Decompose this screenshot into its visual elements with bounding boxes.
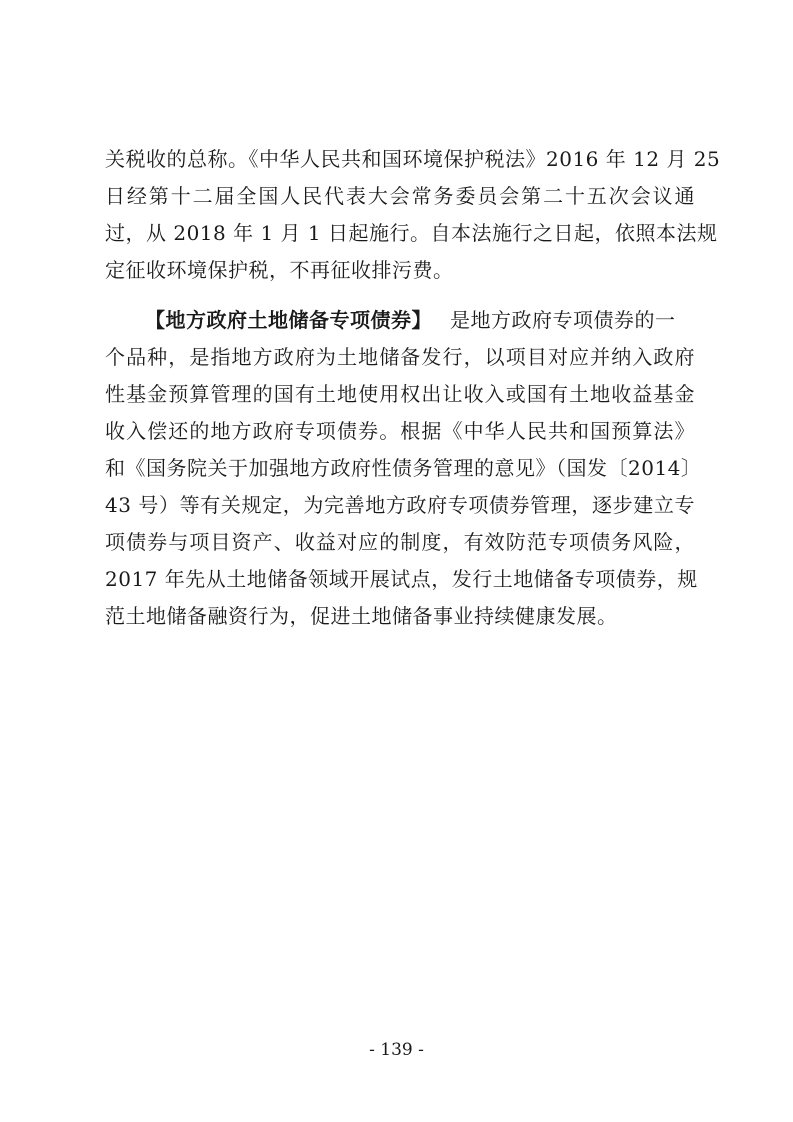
paragraph-line: 关税收的总称。《中华人民共和国环境保护税法》2016 年 12 月 25 xyxy=(105,147,721,171)
paragraph-line: 定征收环境保护税，不再征收排污费。 xyxy=(105,258,454,282)
paragraph-first-line xyxy=(105,302,695,339)
paragraph-line: 2017 年先从土地储备领域开展试点，发行土地储备专项债券，规 xyxy=(105,567,698,591)
glossary-term: 【地方政府土地储备专项债券】 xyxy=(145,308,432,332)
definition-start: 是地方政府专项债券的一 xyxy=(450,308,676,332)
paragraph-line: 收入偿还的地方政府专项债券。根据《中华人民共和国预算法》 xyxy=(105,419,695,443)
paragraph-line: 和《国务院关于加强地方政府性债务管理的意见》（国发〔2014〕 xyxy=(105,456,702,480)
paragraph-line: 性基金预算管理的国有土地使用权出让收入或国有土地收益基金 xyxy=(105,382,695,406)
paragraph-line: 个品种，是指地方政府为土地储备发行，以项目对应并纳入政府 xyxy=(105,345,695,369)
paragraph-line: 日经第十二届全国人民代表大会常务委员会第二十五次会议通 xyxy=(105,184,695,208)
paragraph-line: 43 号）等有关规定，为完善地方政府专项债券管理，逐步建立专 xyxy=(105,493,695,517)
paragraph-environmental-tax xyxy=(105,141,721,289)
paragraph-line: 过，从 2018 年 1 月 1 日起施行。自本法施行之日起，依照本法规 xyxy=(105,221,718,245)
page-number: - 139 - xyxy=(369,1040,424,1060)
paragraph-land-reserve-bonds xyxy=(105,302,702,635)
paragraph-line: 范土地储备融资行为，促进土地储备事业持续健康发展。 xyxy=(105,604,618,628)
paragraph-line: 项债券与项目资产、收益对应的制度，有效防范专项债务风险， xyxy=(105,530,695,554)
